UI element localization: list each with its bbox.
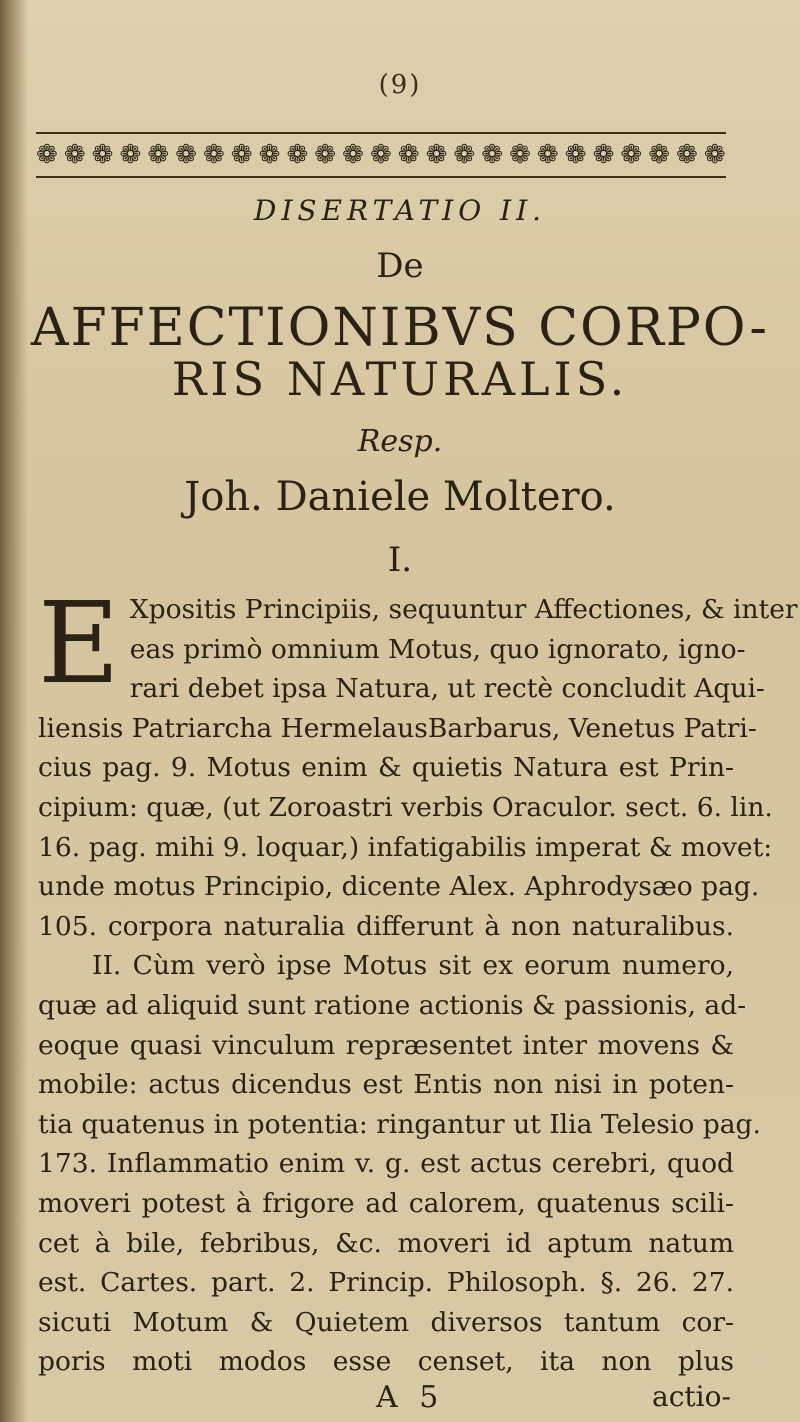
page-footer <box>0 1380 800 1420</box>
text-line: est. Cartes. part. 2. Princip. Philosoph. §. 26. 27. <box>38 1267 734 1299</box>
text-line: cipium: quæ, (ut Zoroastri verbis Oraculor. sect. 6. lin. <box>38 791 773 823</box>
text-line: poris moti modos esse censet, ita non plus <box>38 1346 734 1378</box>
fleuron-icon: ❁ <box>703 140 726 170</box>
section-number: I. <box>387 540 413 580</box>
fleuron-icon: ❁ <box>481 140 504 170</box>
page-number: (9) <box>378 70 422 100</box>
fleuron-icon: ❁ <box>175 140 197 170</box>
body-text <box>38 579 798 1382</box>
fleuron-icon: ❁ <box>592 140 615 170</box>
main-title-line-2: RIS NATURALIS. <box>171 352 629 406</box>
fleuron-icon: ❁ <box>119 140 142 170</box>
fleuron-icon: ❁ <box>230 140 253 170</box>
text-line: sicuti Motum & Quietem diversos tantum cor- <box>38 1306 734 1338</box>
text-line: 173. Inflammatio enim v. g. est actus cerebri, quod <box>38 1148 734 1180</box>
fleuron-icon: ❁ <box>63 140 86 170</box>
fleuron-icon: ❁ <box>620 140 643 170</box>
fleuron-icon: ❁ <box>91 140 114 170</box>
fleuron-icon: ❁ <box>453 140 476 170</box>
text-line: unde motus Principio, dicente Alex. Aphrodysæo pag. <box>38 871 760 903</box>
fleuron-icon: ❁ <box>397 140 420 170</box>
fleuron-icon: ❁ <box>202 140 225 170</box>
text-line: Xpositis Principiis, sequuntur Affectiones, & inter <box>129 594 798 625</box>
respondent-name: Joh. Daniele Moltero. <box>184 474 616 520</box>
text-line: eas primò omnium Motus, quo ignorato, igno- <box>129 633 746 665</box>
fleuron-icon: ❁ <box>314 140 337 170</box>
fleuron-icon: ❁ <box>342 140 364 170</box>
fleuron-icon: ❁ <box>536 140 559 170</box>
text-line: quæ ad aliquid sunt ratione actionis & passionis, ad- <box>38 989 747 1021</box>
text-line: cet à bile, febribus, &c. moveri id aptum natum <box>38 1227 734 1259</box>
text-line: II. Cùm verò ipse Motus sit ex eorum numero, <box>92 950 734 982</box>
fleuron-icon: ❁ <box>509 140 531 170</box>
fleuron-icon: ❁ <box>286 140 309 170</box>
fleuron-icon: ❁ <box>36 140 58 170</box>
respondent-label: Resp. <box>357 424 443 459</box>
de-heading: De <box>376 246 424 286</box>
fleuron-icon: ❁ <box>676 140 698 170</box>
ornament-border <box>36 132 726 178</box>
fleuron-icon: ❁ <box>147 140 170 170</box>
text-line: cius pag. 9. Motus enim & quietis Natura est Prin- <box>38 752 734 784</box>
dissertation-heading: DISERTATIO II. <box>253 194 547 227</box>
drop-cap: E <box>38 579 120 709</box>
main-title-line-1: AFFECTIONIBVS CORPO- <box>31 298 769 358</box>
text-line: mobile: actus dicendus est Entis non nisi in poten- <box>38 1069 734 1101</box>
text-line: rari debet ipsa Natura, ut rectè concludit Aqui- <box>129 673 765 705</box>
fleuron-icon: ❁ <box>258 140 281 170</box>
text-line: 16. pag. mihi 9. loquar,) infatigabilis imperat & movet: <box>38 831 773 863</box>
text-line: eoque quasi vinculum repræsentet inter movens & <box>38 1029 734 1061</box>
fleuron-icon: ❁ <box>369 140 392 170</box>
catchword: actio- <box>652 1380 731 1413</box>
fleuron-icon: ❁ <box>648 140 671 170</box>
text-line: 105. corpora naturalia differunt à non naturalibus. <box>38 910 734 942</box>
text-line: moveri potest à frigore ad calorem, quatenus scili- <box>38 1187 734 1219</box>
signature-mark: A 5 <box>376 1380 445 1415</box>
fleuron-icon: ❁ <box>564 140 587 170</box>
fleuron-icon: ❁ <box>425 140 448 170</box>
text-line: tia quatenus in potentia: ringantur ut Ilia Telesio pag. <box>38 1108 761 1140</box>
text-line: liensis Patriarcha HermelausBarbarus, Venetus Patri- <box>38 712 757 744</box>
